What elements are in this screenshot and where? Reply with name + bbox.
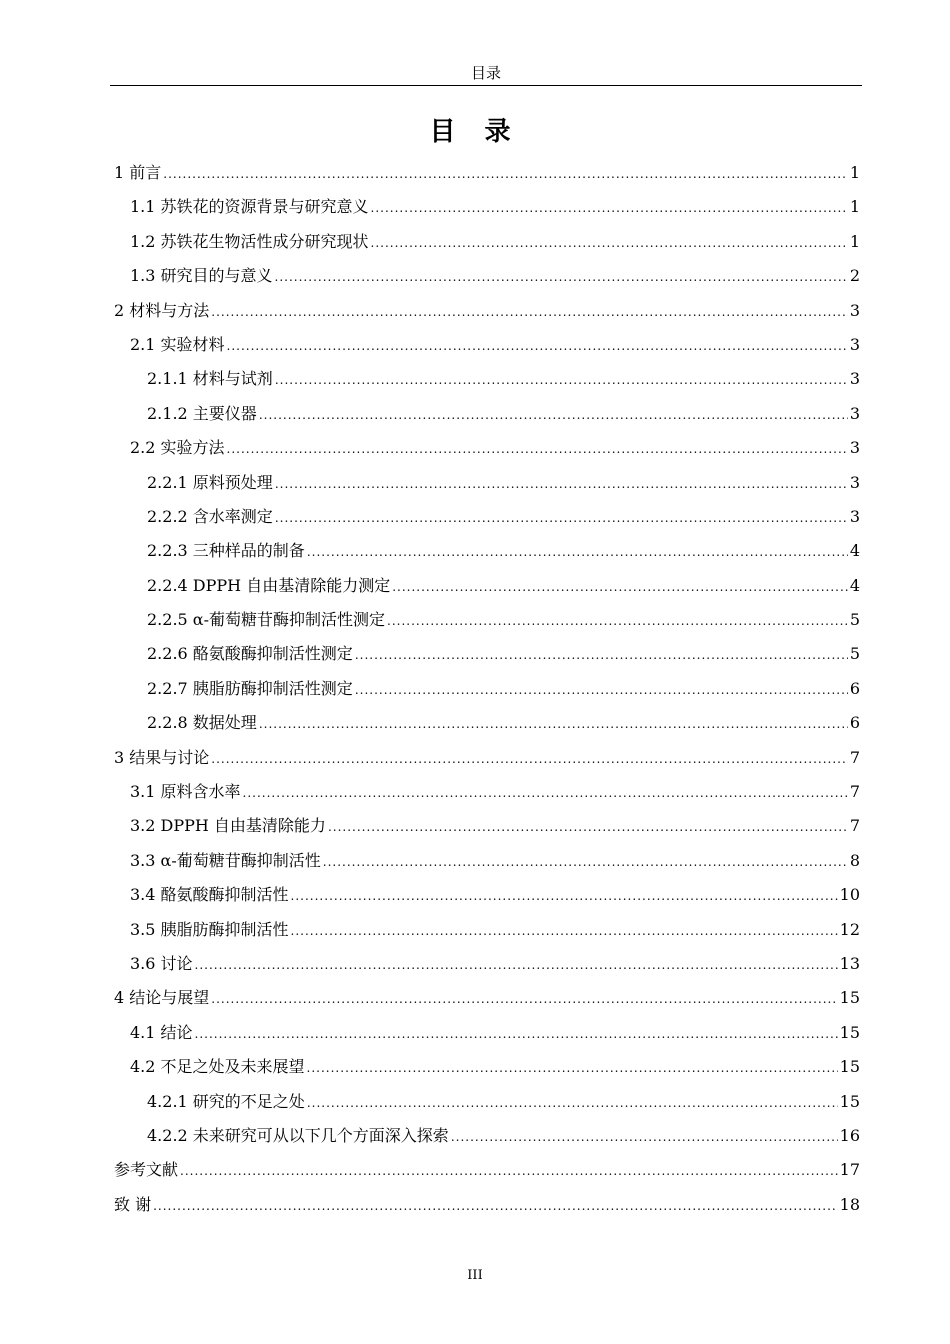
toc-entry-label: 2.2.8 数据处理: [147, 713, 257, 733]
toc-dot-leader: [387, 604, 848, 638]
toc-dot-leader: [195, 948, 838, 982]
toc-dot-leader: [259, 398, 848, 432]
toc-entry-label: 2.1.2 主要仪器: [147, 403, 257, 423]
toc-entry-label: 2 材料与方法: [114, 300, 210, 320]
toc-dot-leader: [371, 226, 848, 260]
header-rule: [110, 85, 862, 86]
toc-entry-label: 2.2.7 胰脂肪酶抑制活性测定: [147, 678, 353, 698]
toc-entry[interactable]: [114, 569, 860, 603]
toc-entry[interactable]: [114, 775, 860, 809]
toc-entry-label: 2.1.1 材料与试剂: [147, 369, 273, 389]
toc-dot-leader: [307, 535, 848, 569]
toc-entry-label: 1.3 研究目的与意义: [130, 266, 273, 286]
toc-dot-leader: [153, 1189, 838, 1223]
toc-entry-page: 3: [849, 438, 860, 458]
toc-dot-leader: [275, 501, 848, 535]
toc-entry-page: 7: [849, 782, 860, 802]
toc-entry-page: 3: [849, 506, 860, 526]
toc-entry[interactable]: [114, 500, 860, 534]
toc-entry-label: 3.6 讨论: [130, 953, 193, 973]
toc-entry-label: 3.3 α-葡萄糖苷酶抑制活性: [130, 850, 321, 870]
toc-entry-page: 7: [849, 816, 860, 836]
toc-entry[interactable]: [114, 431, 860, 465]
toc-dot-leader: [211, 742, 848, 776]
toc-dot-leader: [323, 845, 848, 879]
toc-entry[interactable]: [114, 844, 860, 878]
toc-entry-page: 4: [849, 541, 860, 561]
toc-entry-page: 7: [849, 747, 860, 767]
toc-entry-page: 8: [849, 850, 860, 870]
toc-entry[interactable]: [114, 1153, 860, 1187]
toc-entry[interactable]: [114, 672, 860, 706]
toc-entry[interactable]: [114, 1016, 860, 1050]
running-header: 目录: [470, 64, 501, 82]
toc-entry-page: 15: [839, 988, 860, 1008]
toc-entry-label: 1.1 苏铁花的资源背景与研究意义: [130, 197, 369, 217]
toc-entry-label: 4.1 结论: [130, 1022, 193, 1042]
toc-entry-page: 18: [839, 1194, 860, 1214]
toc-dot-leader: [307, 1051, 838, 1085]
toc-entry-page: 15: [839, 1057, 860, 1077]
toc-entry-label: 4.2.1 研究的不足之处: [147, 1091, 305, 1111]
toc-entry-page: 3: [849, 300, 860, 320]
toc-entry[interactable]: [114, 294, 860, 328]
toc-entry-label: 3 结果与讨论: [114, 747, 210, 767]
toc-entry-page: 3: [849, 369, 860, 389]
toc-entry-page: 3: [849, 403, 860, 423]
toc-dot-leader: [180, 1154, 838, 1188]
toc-entry-label: 3.4 酪氨酸酶抑制活性: [130, 885, 289, 905]
toc-dot-leader: [328, 810, 848, 844]
toc-entry-label: 2.2.5 α-葡萄糖苷酶抑制活性测定: [147, 610, 386, 630]
toc-entry-label: 3.1 原料含水率: [130, 782, 241, 802]
toc-dot-leader: [371, 191, 848, 225]
toc-entry[interactable]: [114, 225, 860, 259]
toc-entry[interactable]: [114, 362, 860, 396]
toc-entry-label: 2.2.6 酪氨酸酶抑制活性测定: [147, 644, 353, 664]
toc-entry[interactable]: [114, 947, 860, 981]
toc-entry[interactable]: [114, 809, 860, 843]
toc-entry-page: 5: [849, 644, 860, 664]
toc-entry[interactable]: [114, 397, 860, 431]
toc-entry-page: 13: [839, 953, 860, 973]
toc-entry[interactable]: [114, 603, 860, 637]
toc-entry-page: 12: [839, 919, 860, 939]
toc-entry-label: 参考文献: [114, 1160, 179, 1180]
toc-dot-leader: [451, 1120, 838, 1154]
toc-entry-label: 1.2 苏铁花生物活性成分研究现状: [130, 231, 369, 251]
page-title: 目 录: [429, 117, 521, 147]
table-of-contents: [114, 156, 860, 1222]
toc-dot-leader: [355, 638, 848, 672]
toc-entry-page: 1: [849, 197, 860, 217]
toc-entry-page: 1: [849, 163, 860, 182]
toc-entry-label: 4.2 不足之处及未来展望: [130, 1057, 305, 1077]
toc-entry-label: 2.2.1 原料预处理: [147, 472, 273, 492]
toc-dot-leader: [291, 879, 838, 913]
toc-entry[interactable]: [114, 1085, 860, 1119]
toc-dot-leader: [275, 260, 848, 294]
toc-entry-page: 15: [839, 1091, 860, 1111]
toc-entry[interactable]: [114, 466, 860, 500]
toc-dot-leader: [307, 1086, 838, 1120]
toc-dot-leader: [163, 157, 848, 191]
toc-entry-page: 10: [839, 885, 860, 905]
toc-entry[interactable]: [114, 1188, 860, 1222]
toc-entry[interactable]: [114, 156, 860, 190]
toc-dot-leader: [355, 673, 848, 707]
toc-entry[interactable]: [114, 1119, 860, 1153]
toc-entry[interactable]: [114, 981, 860, 1015]
toc-entry-label: 4 结论与展望: [114, 988, 210, 1008]
toc-entry-page: 1: [849, 231, 860, 251]
toc-entry[interactable]: [114, 913, 860, 947]
toc-entry[interactable]: [114, 534, 860, 568]
toc-entry[interactable]: [114, 1050, 860, 1084]
page-number: III: [467, 1268, 483, 1283]
toc-entry-label: 4.2.2 未来研究可从以下几个方面深入探索: [147, 1125, 449, 1145]
toc-entry-page: 5: [849, 610, 860, 630]
toc-entry-label: 2.2.3 三种样品的制备: [147, 541, 305, 561]
toc-entry-label: 2.1 实验材料: [130, 334, 225, 354]
toc-entry-label: 3.2 DPPH 自由基清除能力: [130, 816, 326, 836]
toc-entry-page: 17: [839, 1160, 860, 1180]
toc-dot-leader: [275, 363, 848, 397]
toc-entry-label: 致 谢: [114, 1194, 152, 1214]
toc-dot-leader: [392, 570, 848, 604]
toc-entry-label: 2.2 实验方法: [130, 438, 225, 458]
toc-dot-leader: [227, 329, 848, 363]
toc-entry-label: 3.5 胰脂肪酶抑制活性: [130, 919, 289, 939]
toc-entry-label: 1 前言: [114, 163, 162, 182]
toc-entry[interactable]: [114, 259, 860, 293]
toc-entry[interactable]: [114, 878, 860, 912]
toc-entry-page: 3: [849, 334, 860, 354]
toc-dot-leader: [243, 776, 848, 810]
toc-entry[interactable]: [114, 190, 860, 224]
toc-entry-page: 4: [849, 575, 860, 595]
toc-entry-page: 16: [839, 1125, 860, 1145]
toc-dot-leader: [211, 295, 848, 329]
toc-entry[interactable]: [114, 741, 860, 775]
toc-dot-leader: [259, 707, 848, 741]
toc-dot-leader: [275, 467, 848, 501]
toc-entry-page: 3: [849, 472, 860, 492]
toc-dot-leader: [195, 1017, 838, 1051]
toc-entry[interactable]: [114, 328, 860, 362]
toc-entry[interactable]: [114, 637, 860, 671]
toc-entry-label: 2.2.4 DPPH 自由基清除能力测定: [147, 575, 391, 595]
toc-entry-page: 15: [839, 1022, 860, 1042]
toc-entry-label: 2.2.2 含水率测定: [147, 506, 273, 526]
toc-dot-leader: [211, 982, 837, 1016]
toc-entry[interactable]: [114, 706, 860, 740]
toc-entry-page: 6: [849, 713, 860, 733]
toc-dot-leader: [291, 914, 838, 948]
toc-entry-page: 6: [849, 678, 860, 698]
toc-entry-page: 2: [849, 266, 860, 286]
toc-dot-leader: [227, 432, 848, 466]
